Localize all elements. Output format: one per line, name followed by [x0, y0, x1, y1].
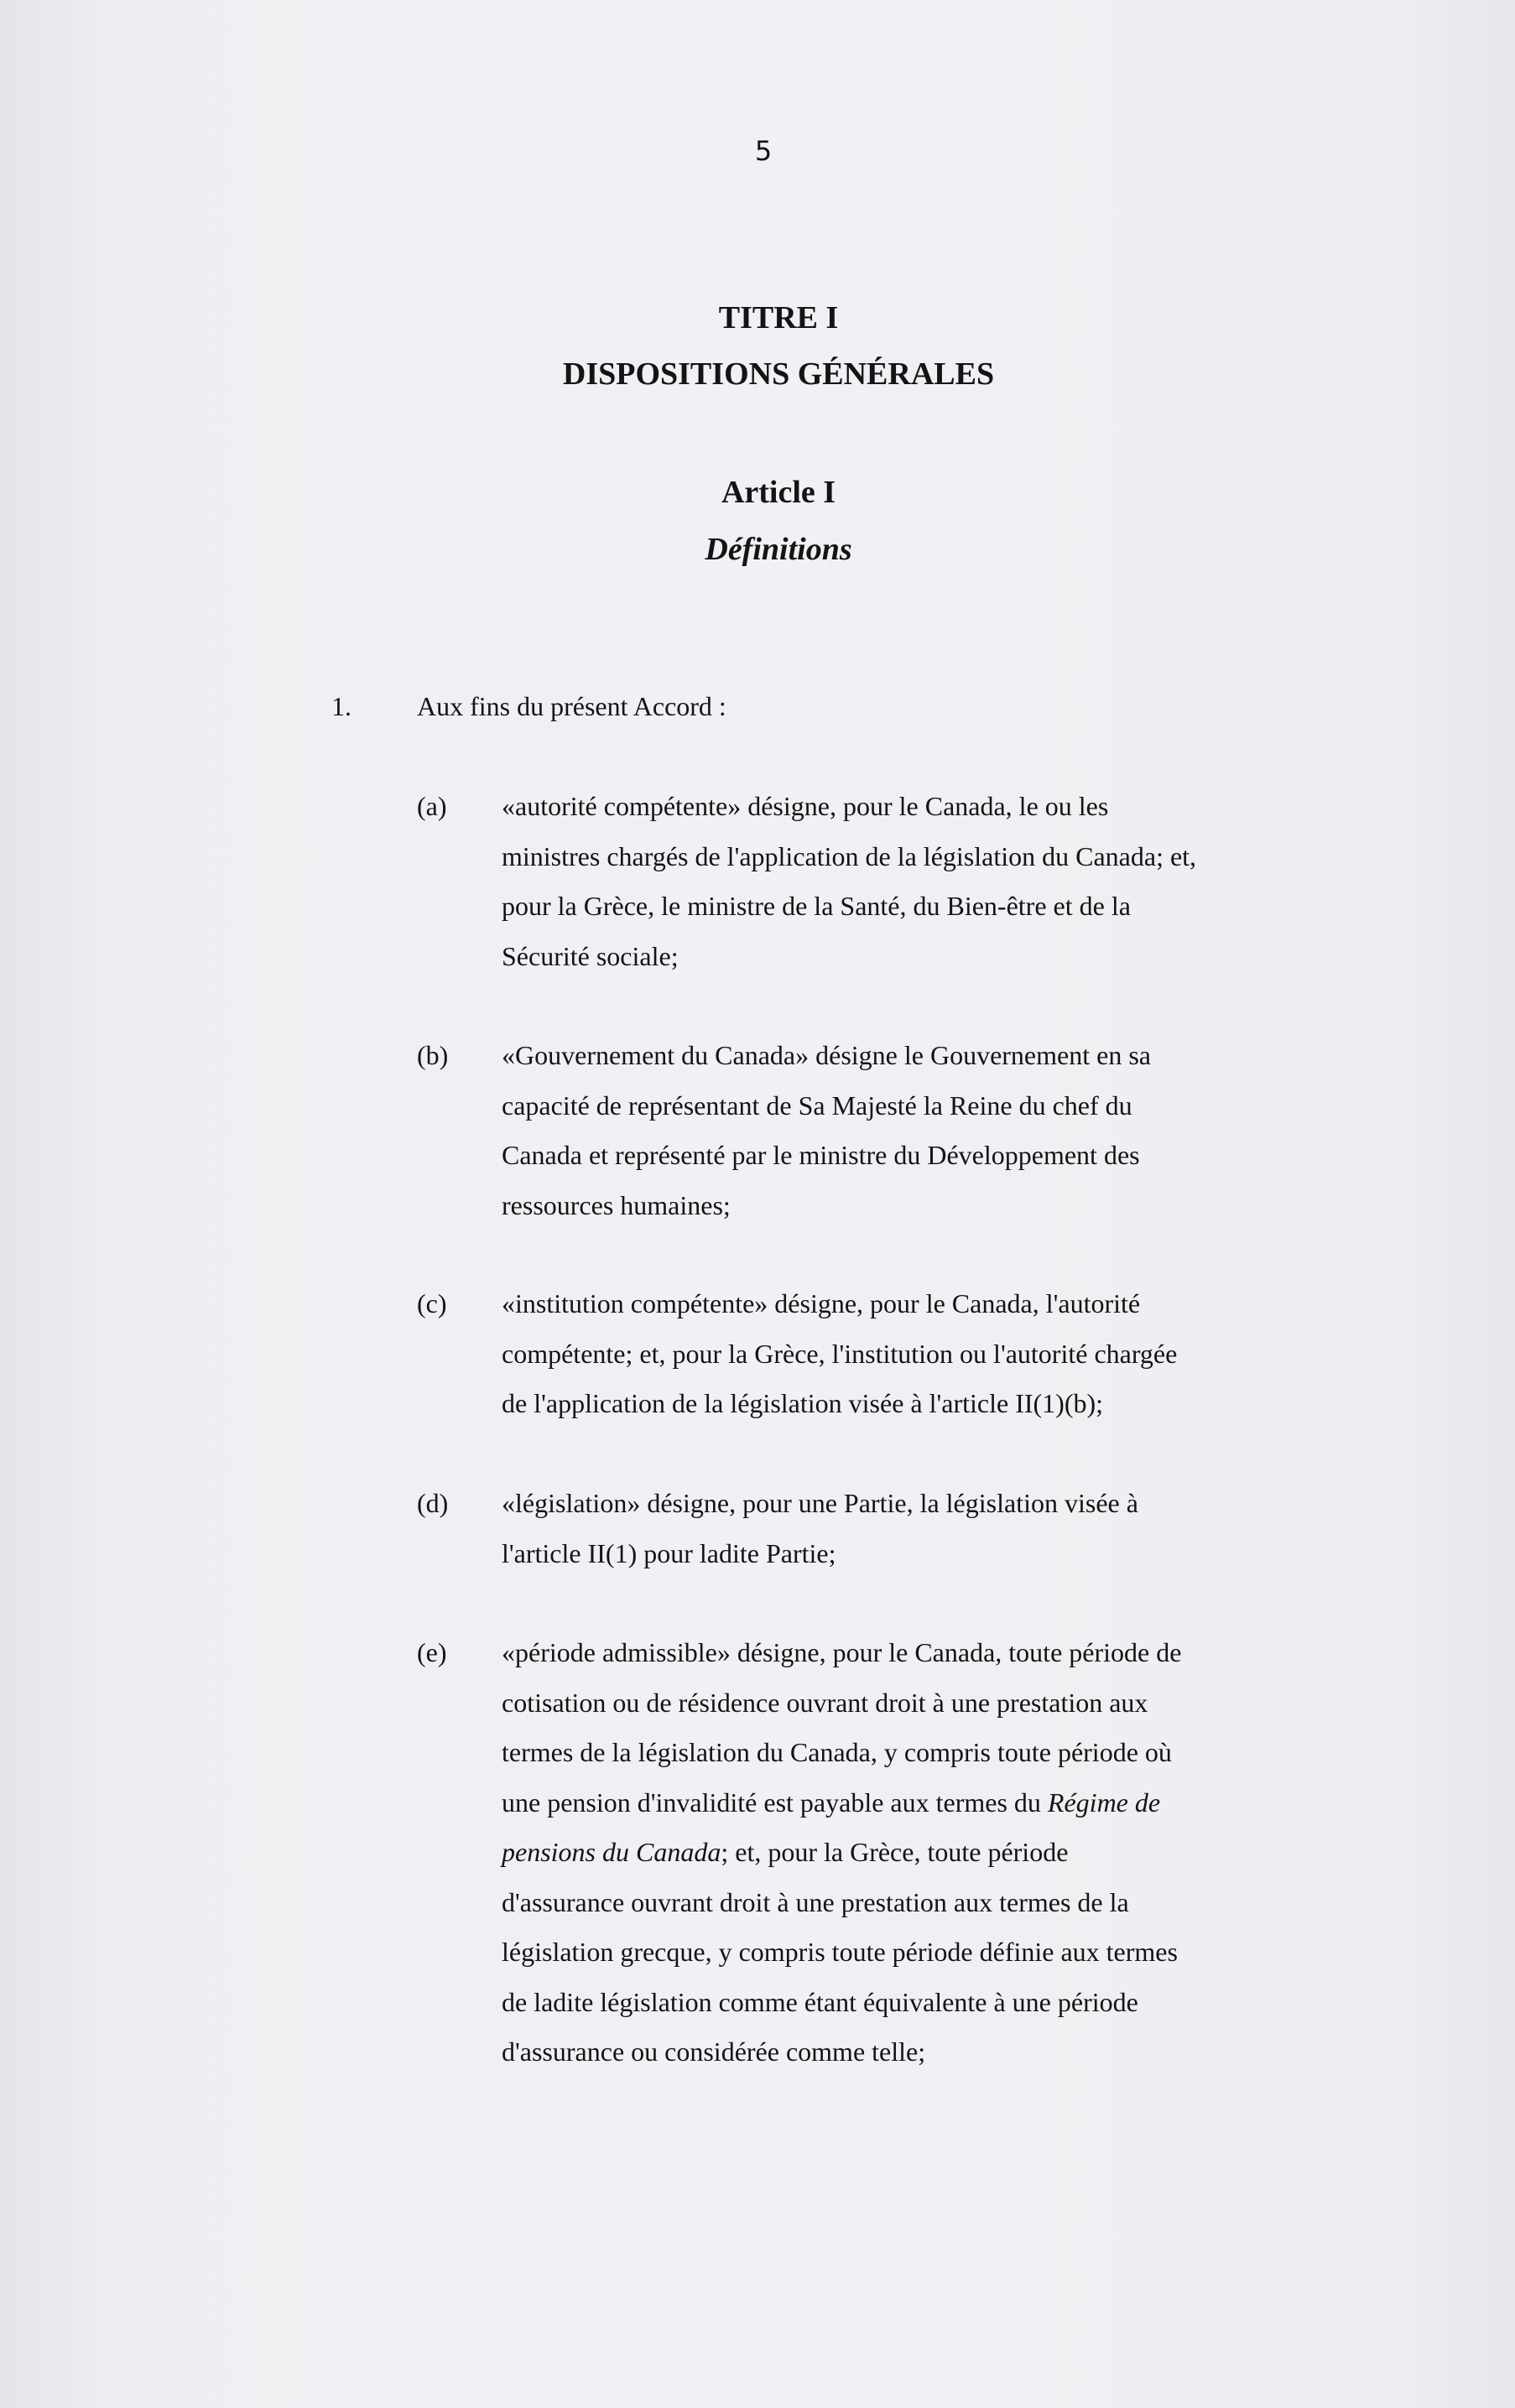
title-subheading: DISPOSITIONS GÉNÉRALES — [562, 356, 995, 392]
definition-line — [502, 1828, 1306, 1878]
definition-line: l'article II(1) pour ladite Partie; — [502, 1537, 836, 1568]
definition-text — [502, 782, 1306, 981]
definition-line: termes de la législation du Canada, y compris toute période où — [502, 1737, 1172, 1767]
definition-line-text: ; et, pour la Grèce, toute période — [721, 1837, 1069, 1867]
definition-d — [417, 1479, 1306, 1578]
definition-line: de ladite législation comme étant équivalente à une période — [502, 1986, 1138, 2017]
statute-title-part-2: pensions du Canada — [502, 1837, 721, 1867]
article-subtitle: Définitions — [705, 532, 852, 567]
definition-line: capacité de représentant de Sa Majesté la Reine du chef du — [502, 1090, 1132, 1121]
definition-line: «législation» désigne, pour une Partie, la législation visée à — [502, 1488, 1138, 1518]
definition-line: pour la Grèce, le ministre de la Santé, du Bien-être et de la — [502, 891, 1131, 921]
definition-line: Canada et représenté par le ministre du Développement des — [502, 1140, 1140, 1170]
definition-label: (c) — [417, 1288, 447, 1318]
definition-text — [502, 1031, 1306, 1230]
definition-label: (b) — [417, 1040, 449, 1070]
statute-title-part-1: Régime de — [1047, 1786, 1161, 1818]
definition-line: «période admissible» désigne, pour le Canada, toute période de — [502, 1637, 1182, 1667]
definition-line: ressources humaines; — [502, 1189, 731, 1220]
definition-text — [502, 1479, 1306, 1578]
definition-line: d'assurance ouvrant droit à une prestation aux termes de la — [502, 1886, 1129, 1917]
article-title: Article I — [721, 475, 836, 510]
paragraph-text: Aux fins du présent Accord : — [417, 691, 726, 721]
definition-line: de l'application de la législation visée à l'article II(1)(b); — [502, 1388, 1104, 1418]
definition-line: «Gouvernement du Canada» désigne le Gouvernement en sa — [502, 1040, 1151, 1070]
paragraph-number: 1. — [331, 691, 351, 721]
definition-text — [502, 1628, 1306, 2078]
definition-line: compétente; et, pour la Grèce, l'institution ou l'autorité chargée — [502, 1338, 1178, 1369]
definition-a — [417, 782, 1306, 981]
definition-e — [417, 1628, 1306, 2078]
definition-line: Sécurité sociale; — [502, 940, 679, 971]
page-number: 5 — [754, 135, 773, 167]
definition-line: législation grecque, y compris toute période définie aux termes — [502, 1937, 1178, 1967]
title-heading: TITRE I — [718, 300, 839, 335]
paragraph-1 — [331, 686, 726, 726]
definition-text — [502, 1279, 1306, 1429]
definition-label: (d) — [417, 1488, 449, 1518]
definition-line: «institution compétente» désigne, pour le Canada, l'autorité — [502, 1288, 1141, 1318]
definition-line: «autorité compétente» désigne, pour le Canada, le ou les — [502, 791, 1109, 821]
definition-line: d'assurance ou considérée comme telle; — [502, 2036, 926, 2067]
definition-label: (a) — [417, 791, 447, 821]
definition-line-text: une pension d'invalidité est payable aux termes du — [502, 1786, 1048, 1818]
definition-b — [417, 1031, 1306, 1230]
definition-line: cotisation ou de résidence ouvrant droit à une prestation aux — [502, 1687, 1148, 1718]
definition-line — [502, 1778, 1306, 1828]
definition-c — [417, 1279, 1306, 1429]
definition-line: ministres chargés de l'application de la législation du Canada; et, — [502, 840, 1197, 871]
definition-label: (e) — [417, 1637, 447, 1667]
